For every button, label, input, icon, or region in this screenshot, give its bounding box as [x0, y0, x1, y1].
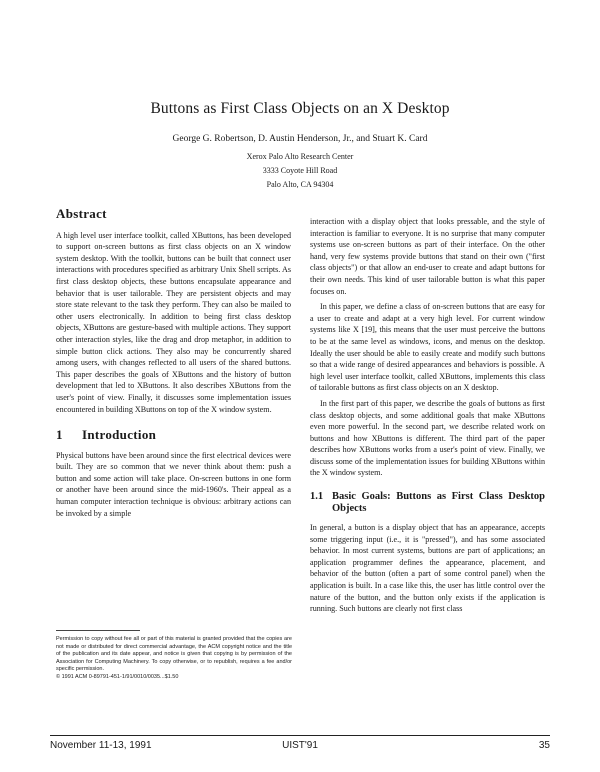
subsection-heading	[310, 483, 545, 522]
copyright-line: © 1991 ACM 0-89791-451-1/91/0010/0035...$1.50	[56, 673, 179, 680]
footer-date: November 11-13, 1991	[50, 740, 152, 751]
subsection-title: Basic Goals: Buttons as First Class Desktop Objects	[332, 491, 545, 515]
affiliation-org: Xerox Palo Alto Research Center	[246, 152, 354, 161]
intro-heading	[56, 429, 291, 441]
footer-page-number: 35	[538, 740, 550, 751]
right-paragraph-2: In this paper, we define a class of on-screen buttons that are easy for a user to create and adapt at a very high level. For current window systems like X [19], this means that the user must perceive the buttons to be at the same level as windows, icons, and menus on the desktop. Ideally the user should be able to easily create and modify such buttons so that a wide range of desired appearances and behaviors is possible. A high level user interface toolkit, called XButtons, implements this class of tailorable buttons as first class objects on an X desktop.	[310, 302, 545, 393]
affiliation-street: 3333 Coyote Hill Road	[262, 166, 338, 175]
right-paragraph-4: In general, a button is a display object that has an appearance, accepts some triggering input (i.e., it is "pressed"), and has some associated behavior. In most current systems, buttons are part of applications; an application programmer defines the appearance, placement, and behavior of the button (often a part of some control panel) when the application is built. In a case like this, the user has little control over the nature of the button, and the button only exists if the application is running. Such buttons are clearly not first class	[310, 523, 545, 614]
intro-number: 1	[56, 427, 63, 443]
affiliation	[0, 150, 600, 192]
permission-footnote	[56, 636, 292, 682]
right-paragraph-1: interaction with a display object that looks pressable, and the style of interaction is familiar to everyone. It is no surprise that many computer systems use on-screen buttons as part of their interface. On the other hand, very few systems provide buttons that stand on their own ("first class objects") or that allow an end-user to create and adapt buttons for their own needs. This kind of user tailorable button is what this paper focuses on.	[310, 217, 545, 296]
intro-title: Introduction	[82, 427, 157, 443]
abstract-heading: Abstract	[56, 206, 107, 221]
abstract-text: A high level user interface toolkit, called XButtons, has been developed to support on-screen buttons as first class objects on an X window system desktop. With the toolkit, buttons can be built that connect user interactions with procedures specified as arbitrary Unix Shell scripts. As first class desktop objects, these buttons encapsulate appearance and behavior that is user tailorable. They are persistent objects and may store state relevant to the task they perform. They can also be mailed to other users electronically. In addition to being first class desktop objects, XButtons are gesture-based with multiple actions. They support other interaction styles, like the drag and drop metaphor, in addition to simple button click actions. They also may be concurrently shared among users, with changes reflected to all users of the shared buttons. This paper describes the goals of XButtons and the history of button development that led to XButtons. It also describes XButtons from the user's point of view. Finally, it discusses some implementation issues encountered in building XButtons on top of the X window system.	[56, 230, 291, 414]
right-paragraph-3: In the first part of this paper, we describe the goals of buttons as first class desktop objects, and some additional goals that make XButtons even more powerful. In the second part, we describe related work on buttons and how XButtons is different. The third part of the paper describes how XButtons works from a user's point of view. Finally, we discuss some of the implementation issues for building XButtons within the X window system.	[310, 398, 545, 478]
paper-title: Buttons as First Class Objects on an X Desktop	[150, 100, 450, 117]
footnote-rule	[56, 630, 140, 631]
permission-text: Permission to copy without fee all or part of this material is granted provided that the copies are not made or distributed for direct commercial advantage, the ACM copyright notice and the title of the publication and its date appear, and notice is given that copying is by permission of the Association for Computing Machinery. To copy otherwise, or to republish, requires a fee and/or specific permission.	[56, 636, 292, 673]
left-column	[56, 208, 291, 523]
affiliation-city: Palo Alto, CA 94304	[266, 180, 334, 189]
intro-text: Physical buttons have been around since the first electrical devices were built. They are so common that we never think about them: push a button and some action will take place. On-screen buttons in one form or another have been around since the mid-1960's. Their appeal as a human computer interaction technique is obvious: arbitrary actions can be invoked by a simple	[56, 450, 291, 518]
paper-authors: George G. Robertson, D. Austin Henderson, Jr., and Stuart K. Card	[172, 134, 428, 144]
right-column	[310, 216, 545, 619]
footer-venue: UIST'91	[282, 740, 318, 751]
subsection-number: 1.1	[310, 491, 324, 503]
footer-rule	[50, 735, 550, 736]
